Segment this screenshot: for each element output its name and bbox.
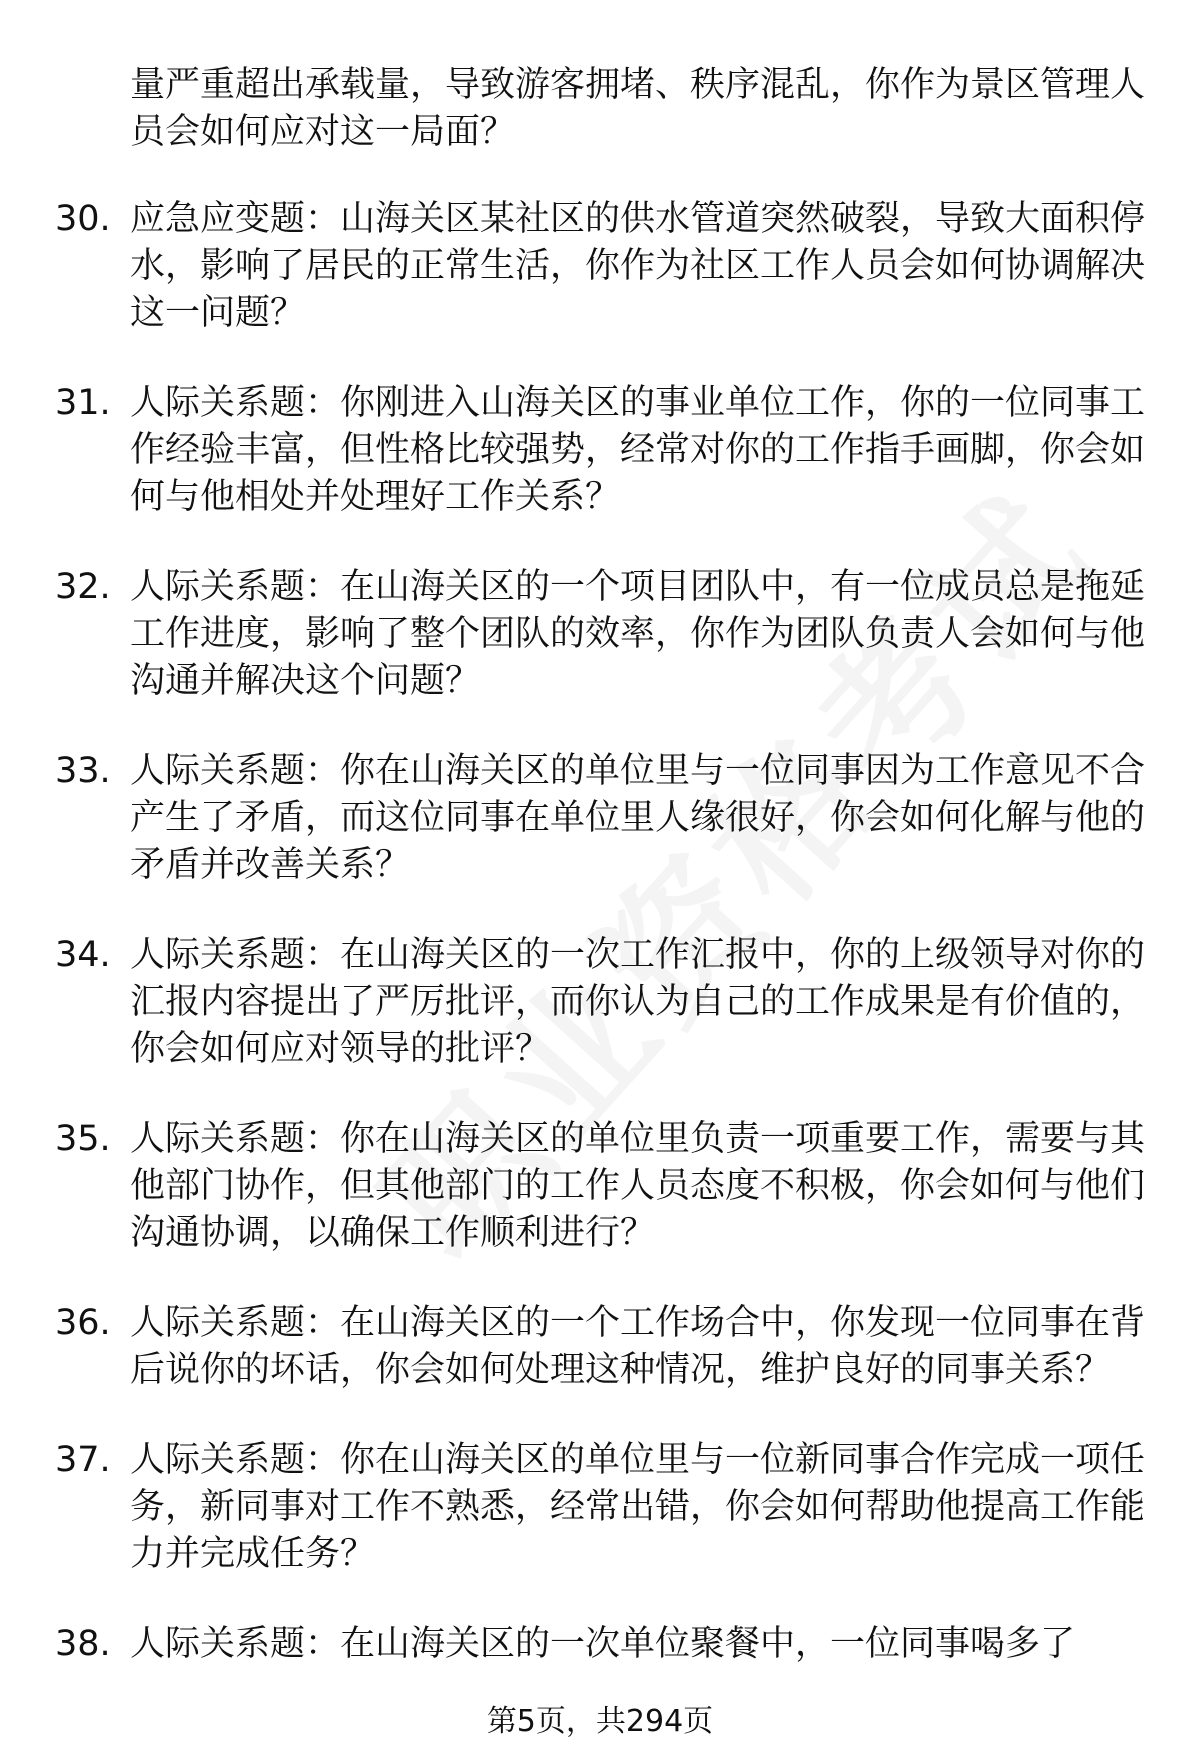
question-number: 35. [55, 1119, 111, 1159]
question-text: 人际关系题：你刚进入山海关区的事业单位工作，你的一位同事工作经验丰富，但性格比较强势，经常对你的工作指手画脚，你会如何与他相处并处理好工作关系？ [130, 383, 1146, 517]
list-item [0, 1621, 1150, 1668]
question-number: 30. [55, 199, 111, 239]
list-item [0, 1300, 1150, 1394]
question-list [0, 196, 1200, 1711]
question-text: 人际关系题：在山海关区的一个工作场合中，你发现一位同事在背后说你的坏话，你会如何处理这种情况，维护良好的同事关系？ [130, 1303, 1146, 1390]
question-text: 人际关系题：在山海关区的一次单位聚餐中，一位同事喝多了 [130, 1624, 1076, 1664]
question-number: 36. [55, 1303, 111, 1343]
question-number: 33. [55, 751, 111, 791]
question-text: 应急应变题：山海关区某社区的供水管道突然破裂，导致大面积停水，影响了居民的正常生活，你作为社区工作人员会如何协调解决这一问题？ [130, 199, 1146, 333]
continuation-paragraph: 量严重超出承载量，导致游客拥堵、秩序混乱，你作为景区管理人员会如何应对这一局面？ [130, 65, 1146, 152]
question-number: 31. [55, 383, 111, 423]
question-text: 人际关系题：你在山海关区的单位里负责一项重要工作，需要与其他部门协作，但其他部门的工作人员态度不积极，你会如何与他们沟通协调，以确保工作顺利进行？ [130, 1119, 1146, 1253]
page-number-footer: 第5页，共294页 [486, 1704, 714, 1739]
list-item [0, 1116, 1150, 1257]
question-number: 37. [55, 1440, 111, 1480]
question-text: 人际关系题：你在山海关区的单位里与一位新同事合作完成一项任务，新同事对工作不熟悉，经常出错，你会如何帮助他提高工作能力并完成任务？ [130, 1440, 1146, 1574]
question-text: 人际关系题：在山海关区的一次工作汇报中，你的上级领导对你的汇报内容提出了严厉批评，而你认为自己的工作成果是有价值的，你会如何应对领导的批评？ [130, 935, 1146, 1069]
question-text: 人际关系题：你在山海关区的单位里与一位同事因为工作意见不合产生了矛盾，而这位同事在单位里人缘很好，你会如何化解与他的矛盾并改善关系？ [130, 751, 1146, 885]
list-item [0, 196, 1150, 337]
list-item [0, 564, 1150, 705]
question-text: 人际关系题：在山海关区的一个项目团队中，有一位成员总是拖延工作进度，影响了整个团队的效率，你作为团队负责人会如何与他沟通并解决这个问题？ [130, 567, 1146, 701]
question-number: 32. [55, 567, 111, 607]
question-number: 34. [55, 935, 111, 975]
list-item [0, 380, 1150, 521]
list-item [0, 1437, 1150, 1578]
list-item [0, 932, 1150, 1073]
list-item [0, 748, 1150, 889]
question-number: 38. [55, 1624, 111, 1664]
